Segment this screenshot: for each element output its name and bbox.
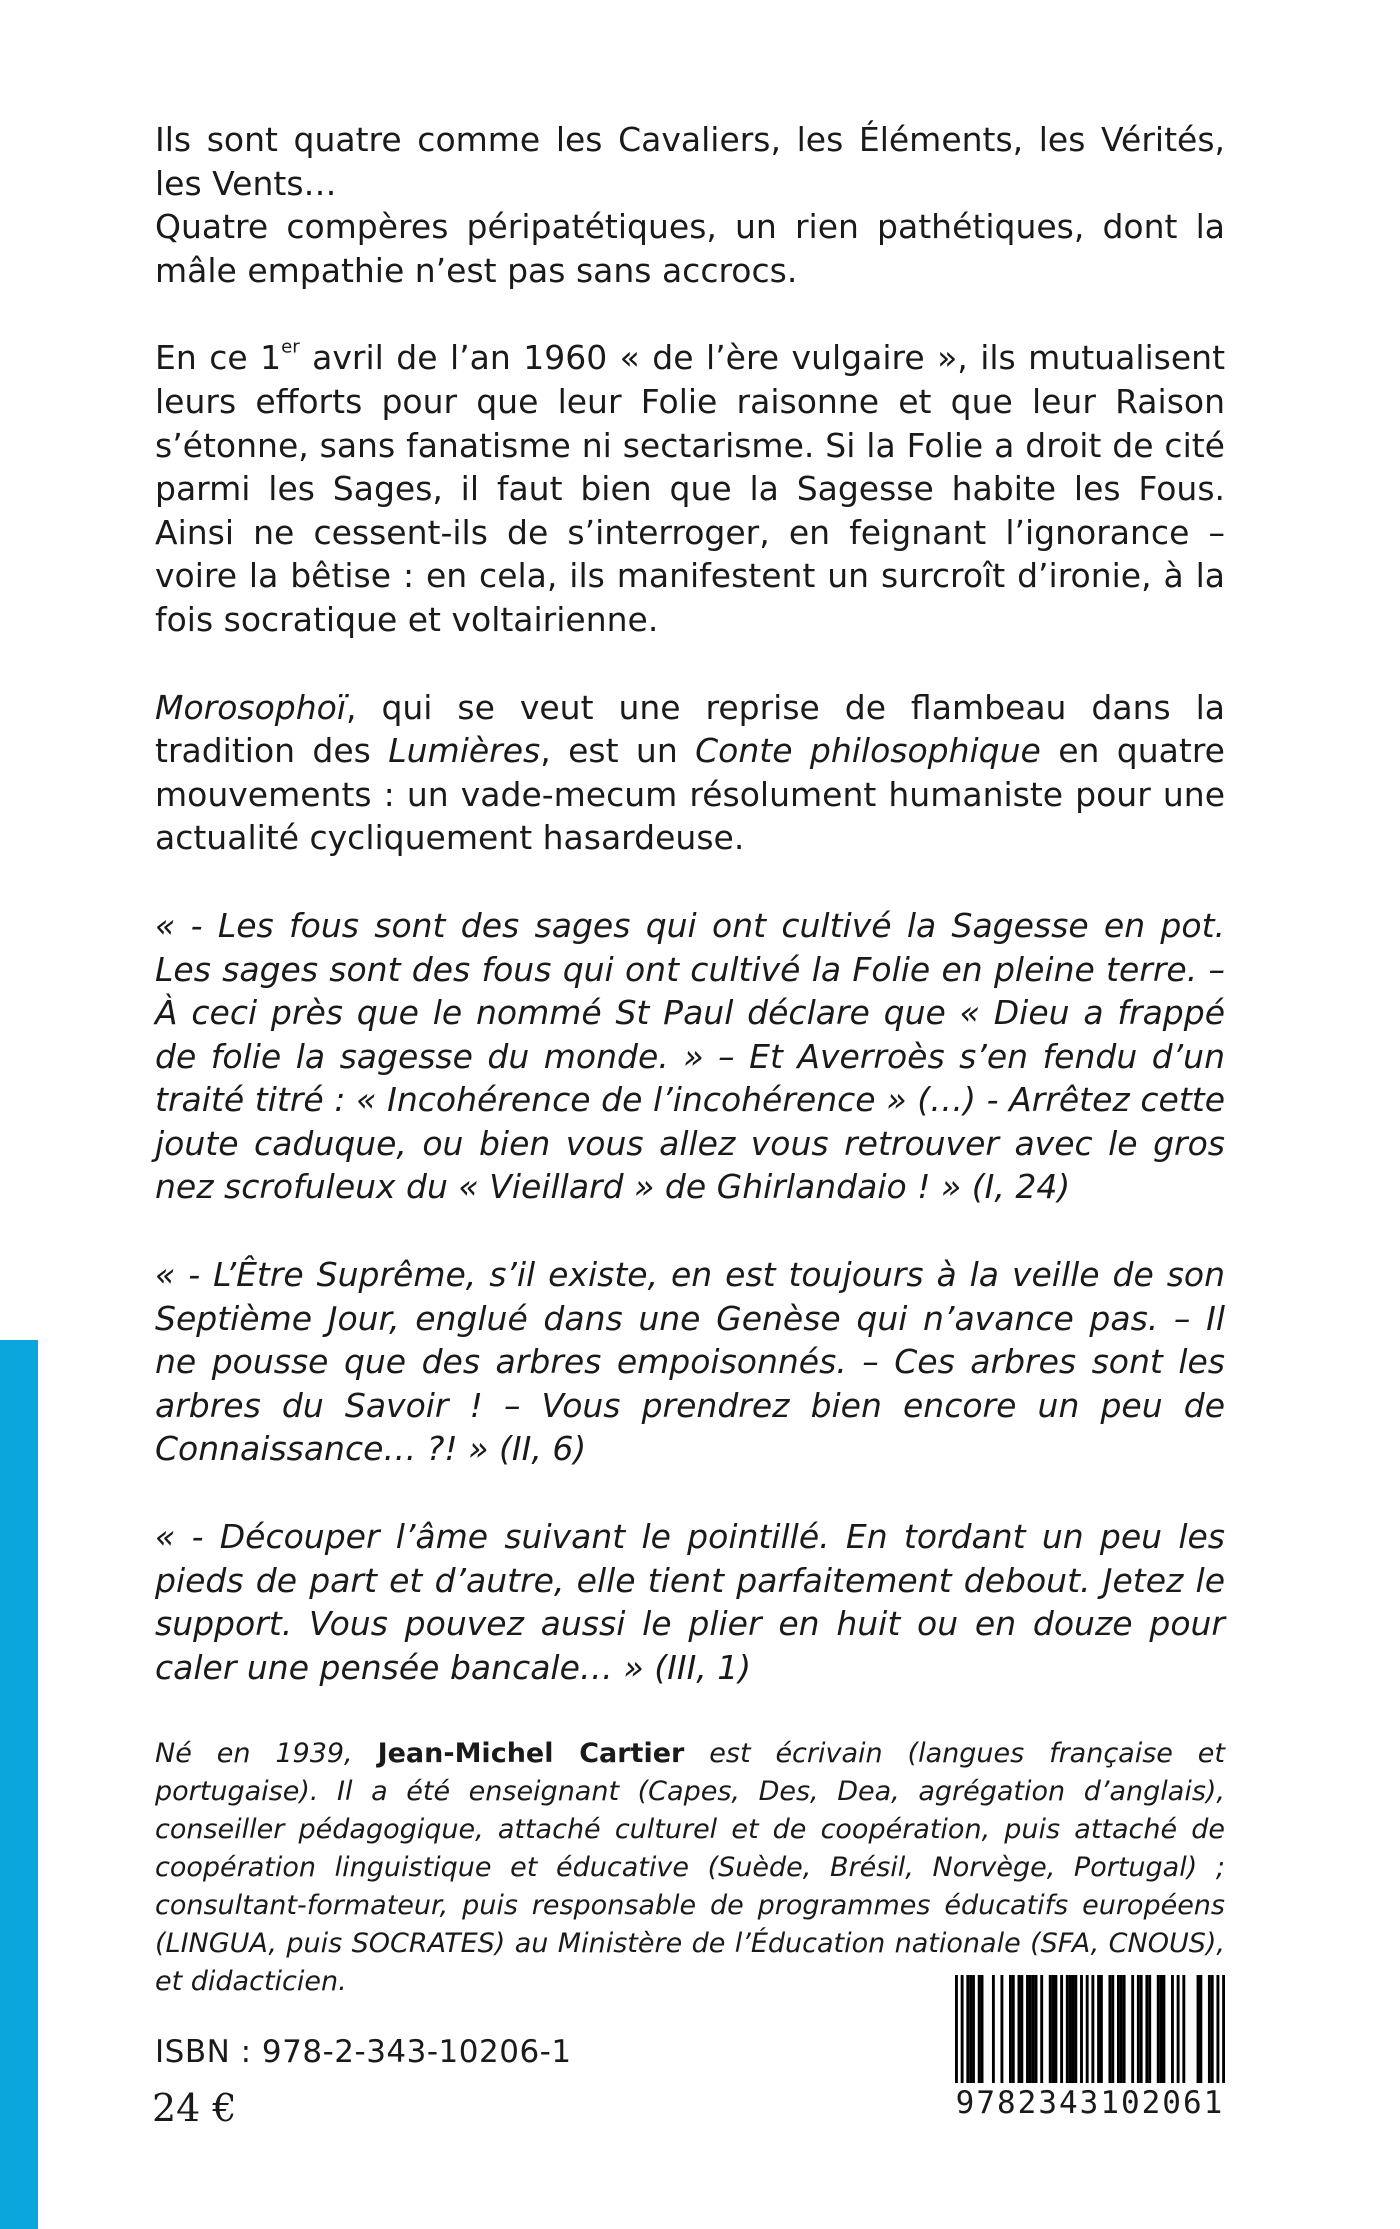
barcode-bar — [1035, 1975, 1038, 2083]
barcode-bar — [1026, 1975, 1029, 2083]
barcode-bar — [966, 1975, 969, 2083]
quote-1: « - Les fous sont des sages qui ont cultivé la Sagesse en pot. Les sages sont des fous qui ont cultivé la Folie en pleine terre. – À ceci près que le nommé St Paul déclare que « Dieu a frappé de folie la sagesse du monde. » – Et Averroès s’en fendu d’un traité titré : « Incohérence de l’incohérence » (…) - Arrêtez cette joute caduque, ou bien vous allez vous retrouver avec le gros nez scrofuleux du « Vieillard » de Ghirlandaio ! » (I, 24) — [155, 905, 1225, 1207]
book-title: Morosophoï — [155, 687, 347, 727]
barcode-bar — [1171, 1975, 1174, 2083]
barcode-bar — [1148, 1975, 1151, 2083]
barcode-bar — [1160, 1975, 1163, 2083]
barcode-bar — [955, 1975, 958, 2083]
p3-part-a: , qui se veut une reprise de flambeau dans la tradition des — [155, 687, 1225, 771]
accent-spine-bar — [0, 1340, 38, 2229]
barcode-bar — [1140, 1975, 1143, 2083]
barcode-bar — [1131, 1975, 1134, 2083]
barcode-bar — [1032, 1975, 1035, 2083]
p3-part-c: en quatre mouvements : un vade-mecum résolument humaniste pour une actualité cycliquement hasardeuse. — [155, 731, 1225, 858]
barcode-bar — [1020, 1975, 1023, 2083]
barcode-bar — [1074, 1975, 1077, 2083]
barcode-bar — [1049, 1975, 1052, 2083]
barcode-bar — [1009, 1975, 1012, 2083]
barcode-bar — [1097, 1975, 1100, 2083]
author-bio — [155, 1735, 1225, 2001]
barcode-bar — [961, 1975, 964, 2083]
isbn-label: ISBN : 978-2-343-10206-1 — [155, 2034, 572, 2070]
intro-line-1: Ils sont quatre comme les Cavaliers, les Éléments, les Vérités, les Vents… — [155, 120, 1225, 203]
barcode-bar — [1012, 1975, 1015, 2083]
barcode-bar — [1162, 1975, 1165, 2083]
p2-start: En ce 1 — [155, 338, 282, 378]
barcode-bar — [1182, 1975, 1185, 2083]
quote-2: « - L’Être Suprême, s’il existe, en est toujours à la veille de son Septième Jour, englué dans une Genèse qui n’avance pas. – Il ne pousse que des arbres empoisonnés. – Ces arbres sont les arbres du Savoir ! – Vous prendrez bien encore un peu de Connaissance… ?! » (II, 6) — [155, 1255, 1225, 1469]
barcode-bar — [1208, 1975, 1211, 2083]
intro-paragraph-1 — [155, 118, 1225, 292]
intro-line-2: Quatre compères péripatétiques, un rien pathétiques, dont la mâle empathie n’est pas sans accrocs. — [155, 207, 1225, 290]
barcode-number: 9782343102061 — [955, 2085, 1225, 2121]
quote-3: « - Découper l’âme suivant le pointillé. En tordant un peu les pieds de part et d’autre, elle tient parfaitement debout. Jetez le support. Vous pouvez aussi le plier en huit ou en douze pour caler une pensée bancale… » (III, 1) — [155, 1517, 1225, 1687]
p3-part-b: , est un — [540, 731, 696, 771]
barcode-bar — [1117, 1975, 1120, 2083]
barcode-bar — [972, 1975, 975, 2083]
barcode-bar — [1066, 1975, 1069, 2083]
barcode-bar — [1199, 1975, 1202, 2083]
barcode-bar — [978, 1975, 981, 2083]
barcode-bar — [1018, 1975, 1021, 2083]
barcode-bar — [992, 1975, 995, 2083]
barcode-bar — [1000, 1975, 1003, 2083]
barcode-bar — [1100, 1975, 1103, 2083]
barcode-bar — [1052, 1975, 1055, 2083]
barcode-bars — [955, 1975, 1225, 2087]
barcode-bar — [1111, 1975, 1114, 2083]
barcode-bar — [1120, 1975, 1123, 2083]
bio-text: est écrivain (langues française et portugaise). Il a été enseignant (Capes, Des, Dea, agrégation d’anglais), conseiller pédagogique, attaché culturel et de coopération, puis attaché de coopération linguistique et éducative (Suède, Brésil, Norvège, Portugal) ; consultant-formateur, puis responsable de programmes éducatifs européens (LINGUA, puis SOCRATES) au Ministère de l’Éducation nationale (SFA, CNOUS), et didacticien. — [155, 1738, 1226, 1998]
intro-paragraph-3 — [155, 686, 1225, 860]
intro-paragraph-2 — [155, 336, 1225, 641]
barcode-bar — [1029, 1975, 1032, 2083]
barcode-bar — [1091, 1975, 1094, 2083]
barcode-bar — [1145, 1975, 1148, 2083]
barcode-bar — [1137, 1975, 1140, 2083]
barcode-bar — [1197, 1975, 1200, 2083]
ordinal-superscript: er — [281, 337, 300, 359]
barcode-bar — [1123, 1975, 1126, 2083]
barcode-bar — [1054, 1975, 1057, 2083]
barcode-bar — [1060, 1975, 1063, 2083]
barcode-bar — [1222, 1975, 1225, 2083]
lumieres-term: Lumières — [388, 731, 541, 771]
barcode — [955, 1975, 1225, 2125]
conte-term: Conte philosophique — [695, 731, 1041, 771]
barcode-bar — [1177, 1975, 1180, 2083]
author-name: Jean-Michel Cartier — [377, 1738, 685, 1770]
barcode-bar — [1040, 1975, 1043, 2083]
barcode-bar — [1157, 1975, 1160, 2083]
barcode-bar — [969, 1975, 972, 2083]
price-label: 24 € — [152, 2086, 237, 2130]
barcode-bar — [1072, 1975, 1075, 2083]
barcode-bar — [981, 1975, 984, 2083]
barcode-bar — [1069, 1975, 1072, 2083]
barcode-bar — [1108, 1975, 1111, 2083]
back-cover-text — [155, 118, 1225, 2001]
barcode-bar — [1211, 1975, 1214, 2083]
barcode-bar — [1080, 1975, 1083, 2083]
barcode-bar — [1216, 1975, 1219, 2083]
barcode-bar — [1086, 1975, 1089, 2083]
bio-lead: Né en 1939, — [155, 1738, 378, 1770]
p2-rest: avril de l’an 1960 « de l’ère vulgaire », ils mutualisent leurs efforts pour que leur Folie raisonne et que leur Raison s’étonne, sans fanatisme ni sectarisme. Si la Folie a droit de cité parmi les Sages, il faut bien que la Sagesse habite les Fous. Ainsi ne cessent-ils de s’interroger, en feignant l’ignorance – voire la bêtise : en cela, ils manifestent un surcroît d’ironie, à la fois socratique et voltairienne. — [155, 338, 1226, 639]
